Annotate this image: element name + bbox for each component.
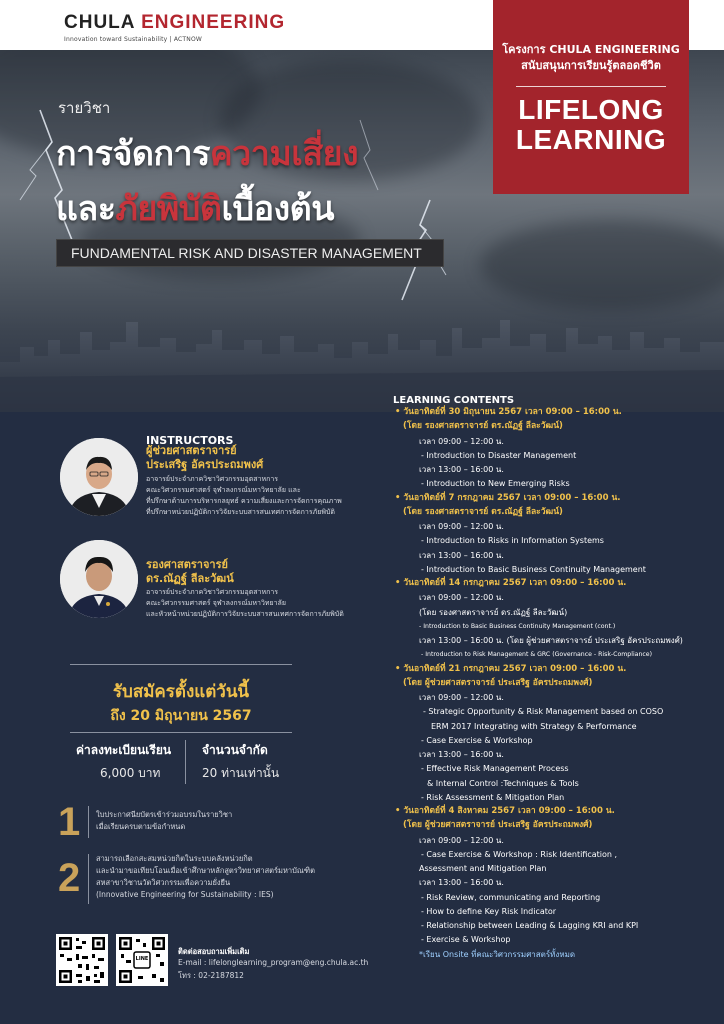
title-part: การจัดการ	[56, 134, 210, 174]
session-date: • วันอาทิตย์ที่ 14 กรกฎาคม 2567 เวลา 09:00 – 16:00 น.	[395, 578, 627, 588]
desc-line: อาจารย์ประจำภาควิชาวิศวกรรมอุตสาหการ	[146, 588, 279, 596]
session-item: - How to define Key Risk Indicator	[421, 906, 557, 916]
session-date: (โดย รองศาสตราจารย์ ดร.ณัฏฐ์ ลีละวัฒน์)	[403, 421, 563, 432]
session-item: & Internal Control :Techniques & Tools	[427, 778, 579, 788]
session-item: - Introduction to Basic Business Continuity Management	[421, 564, 646, 574]
session-item: เวลา 09:00 – 12:00 น.	[419, 835, 504, 845]
benefit-1-text	[96, 809, 232, 833]
benefit-line: และนำมาขอเทียบโอนเมื่อเข้าศึกษาหลักสูตรวิทยาศาสตร์มหาบัณฑิต	[96, 866, 315, 875]
avatar	[60, 438, 138, 516]
session-date: • วันอาทิตย์ที่ 7 กรกฎาคม 2567 เวลา 09:00 – 16:00 น.	[395, 492, 621, 503]
divider	[70, 732, 292, 733]
session-item: - Introduction to Basic Business Continuity Management (cont.)	[419, 622, 616, 630]
session-item: - Introduction to Disaster Management	[421, 450, 577, 460]
subject-label: รายวิชา	[58, 99, 111, 117]
city-skyline	[0, 292, 724, 412]
banner-divider	[516, 86, 666, 87]
divider	[70, 664, 292, 665]
session-date: (โดย ผู้ช่วยศาสตราจารย์ ประเสริฐ อัครประถมพงศ์)	[403, 677, 593, 688]
title-highlight: ภัยพิบัติ	[115, 189, 222, 229]
benefit-line: สหสาขาวิชานวัตวิศวกรรมเพื่อความยั่งยืน	[96, 878, 231, 887]
session-date: (โดย รองศาสตราจารย์ ดร.ณัฏฐ์ ลีละวัฒน์)	[403, 506, 563, 517]
brand-engineering: ENGINEERING	[141, 12, 286, 33]
session-item: เวลา 13:00 – 16:00 น.	[419, 465, 504, 474]
fee-value: 6,000 บาท	[100, 766, 161, 780]
session-item: เวลา 13:00 – 16:00 น.	[419, 878, 504, 888]
session-item: - Case Exercise & Workshop : Risk Identification ,	[421, 849, 618, 859]
banner-title-2: LEARNING	[515, 124, 667, 155]
divider	[88, 806, 89, 838]
divider	[185, 740, 186, 784]
desc-line: คณะวิศวกรรมศาสตร์ จุฬาลงกรณ์มหาวิทยาลัย	[146, 599, 286, 607]
session-item: เวลา 09:00 – 12:00 น.	[419, 693, 504, 702]
session-item: - Risk Assessment & Mitigation Plan	[421, 792, 565, 802]
instructor-1-rank: ผู้ช่วยศาสตราจารย์	[146, 444, 237, 457]
session-item: เวลา 09:00 – 12:00 น.	[419, 522, 504, 531]
qr-code-icon[interactable]	[56, 934, 108, 986]
session-item: - Introduction to New Emerging Risks	[421, 479, 570, 489]
learning-contents-heading: LEARNING CONTENTS	[393, 395, 515, 406]
avatar	[60, 540, 138, 618]
program-line-1: โครงการ CHULA ENGINEERING	[502, 43, 680, 56]
benefit-line: ใบประกาศนียบัตรเข้าร่วมอบรมในรายวิชา	[96, 810, 233, 819]
contact-heading: ติดต่อสอบถามเพิ่มเติม	[178, 947, 250, 956]
instructor-2-name: ดร.ณัฏฐ์ ลีละวัฒน์	[146, 572, 234, 585]
instructor-1-name: ประเสริฐ อัครประถมพงศ์	[146, 458, 264, 471]
session-item: ERM 2017 Integrating with Strategy & Performance	[431, 721, 637, 731]
benefit-number-1: 1	[58, 800, 81, 844]
session-date: (โดย ผู้ช่วยศาสตราจารย์ ประเสริฐ อัครประถมพงศ์)	[403, 820, 593, 831]
session-item: - Case Exercise & Workshop	[421, 735, 533, 745]
session-item: - Risk Review, communicating and Reporting	[421, 892, 601, 902]
chula-engineering-logo	[64, 12, 285, 43]
line-qr-code-icon[interactable]	[116, 934, 168, 986]
contact-email[interactable]: E-mail : lifelonglearning_program@eng.chula.ac.th	[178, 958, 369, 967]
benefit-line: (Innovative Engineering for Sustainability : IES)	[96, 890, 274, 899]
line-qr-label: LINE	[135, 956, 149, 962]
desc-line: และหัวหน้าหน่วยปฏิบัติการวิจัยระบบสารสนเทศการจัดการภัยพิบัติ	[146, 610, 344, 618]
benefit-2-text	[96, 853, 315, 901]
desc-line: ที่ปรึกษาด้านการบริหารกลยุทธ์ ความเสี่ยงและการจัดการคุณภาพ	[146, 497, 342, 505]
desc-line: คณะวิศวกรรมศาสตร์ จุฬาลงกรณ์มหาวิทยาลัย และ	[146, 486, 301, 494]
registration-open: รับสมัครตั้งแต่วันนี้	[112, 682, 250, 702]
course-title-line-1	[56, 126, 358, 180]
session-item: เวลา 09:00 – 12:00 น.	[419, 593, 504, 603]
instructors-heading: INSTRUCTORS	[146, 434, 234, 447]
title-highlight: ความเสี่ยง	[209, 134, 359, 174]
instructor-2-desc	[146, 587, 344, 620]
session-date: • วันอาทิตย์ที่ 30 มิถุนายน 2567 เวลา 09:00 – 16:00 น.	[395, 407, 622, 417]
contact-phone[interactable]: โทร : 02-2187812	[178, 971, 244, 980]
english-title: FUNDAMENTAL RISK AND DISASTER MANAGEMENT	[56, 239, 444, 267]
divider	[88, 854, 89, 904]
benefit-line: เมื่อเรียนครบตามข้อกำหนด	[96, 822, 186, 831]
session-item: *เรียน Onsite ที่คณะวิศวกรรมศาสตร์ทั้งหมด	[419, 949, 576, 959]
session-item: เวลา 13:00 – 16:00 น.	[419, 750, 504, 759]
session-item: เวลา 13:00 – 16:00 น.	[419, 550, 504, 560]
limit-label: จำนวนจำกัด	[202, 743, 268, 757]
desc-line: อาจารย์ประจำภาควิชาวิศวกรรมอุตสาหการ	[146, 475, 279, 483]
banner-title-1: LIFELONG	[518, 94, 664, 125]
instructor-2-rank: รองศาสตราจารย์	[146, 558, 228, 571]
brand-chula: CHULA	[64, 12, 142, 33]
benefit-line: สามารถเลือกสะสมหน่วยกิตในระบบคลังหน่วยกิต	[96, 854, 253, 863]
title-part: เบื้องต้น	[221, 189, 334, 229]
brand-tagline: Innovation toward Sustainability | ACTNOW	[64, 36, 203, 43]
session-item: - Relationship between Leading & Lagging KRI and KPI	[421, 921, 639, 930]
session-item: (โดย รองศาสตราจารย์ ดร.ณัฏฐ์ ลีละวัฒน์)	[419, 607, 568, 617]
instructor-1-desc	[146, 474, 342, 518]
session-item: เวลา 13:00 – 16:00 น. (โดย ผู้ช่วยศาสตราจารย์ ประเสริฐ อัครประถมพงศ์)	[419, 636, 683, 645]
limit-value: 20 ท่านเท่านั้น	[202, 766, 280, 780]
desc-line: ที่ปรึกษาหน่วยปฏิบัติการวิจัยระบบสารสนเทศการจัดการภัยพิบัติ	[146, 508, 335, 516]
benefit-number-2: 2	[58, 856, 81, 900]
session-item: Assessment and Mitigation Plan	[419, 864, 547, 873]
session-date: • วันอาทิตย์ที่ 21 กรกฎาคม 2567 เวลา 09:00 – 16:00 น.	[395, 663, 627, 674]
session-item: - Introduction to Risks in Information Systems	[421, 536, 604, 546]
fee-label: ค่าลงทะเบียนเรียน	[76, 743, 172, 757]
session-item: - Effective Risk Management Process	[421, 764, 569, 774]
session-item: - Exercise & Workshop	[421, 935, 511, 945]
session-item: - Introduction to Risk Management & GRC (Governance - Risk-Compliance)	[421, 651, 652, 659]
registration-deadline: ถึง 20 มิถุนายน 2567	[110, 708, 252, 724]
session-item: เวลา 09:00 – 12:00 น.	[419, 436, 504, 446]
session-item: - Strategic Opportunity & Risk Management based on COSO	[423, 707, 664, 717]
lifelong-learning-banner	[493, 0, 689, 194]
program-line-2: สนับสนุนการเรียนรู้ตลอดชีวิต	[521, 59, 661, 72]
session-date: • วันอาทิตย์ที่ 4 สิงหาคม 2567 เวลา 09:00 – 16:00 น.	[395, 806, 615, 816]
course-title-line-2	[56, 181, 334, 235]
title-part: และ	[56, 189, 116, 229]
